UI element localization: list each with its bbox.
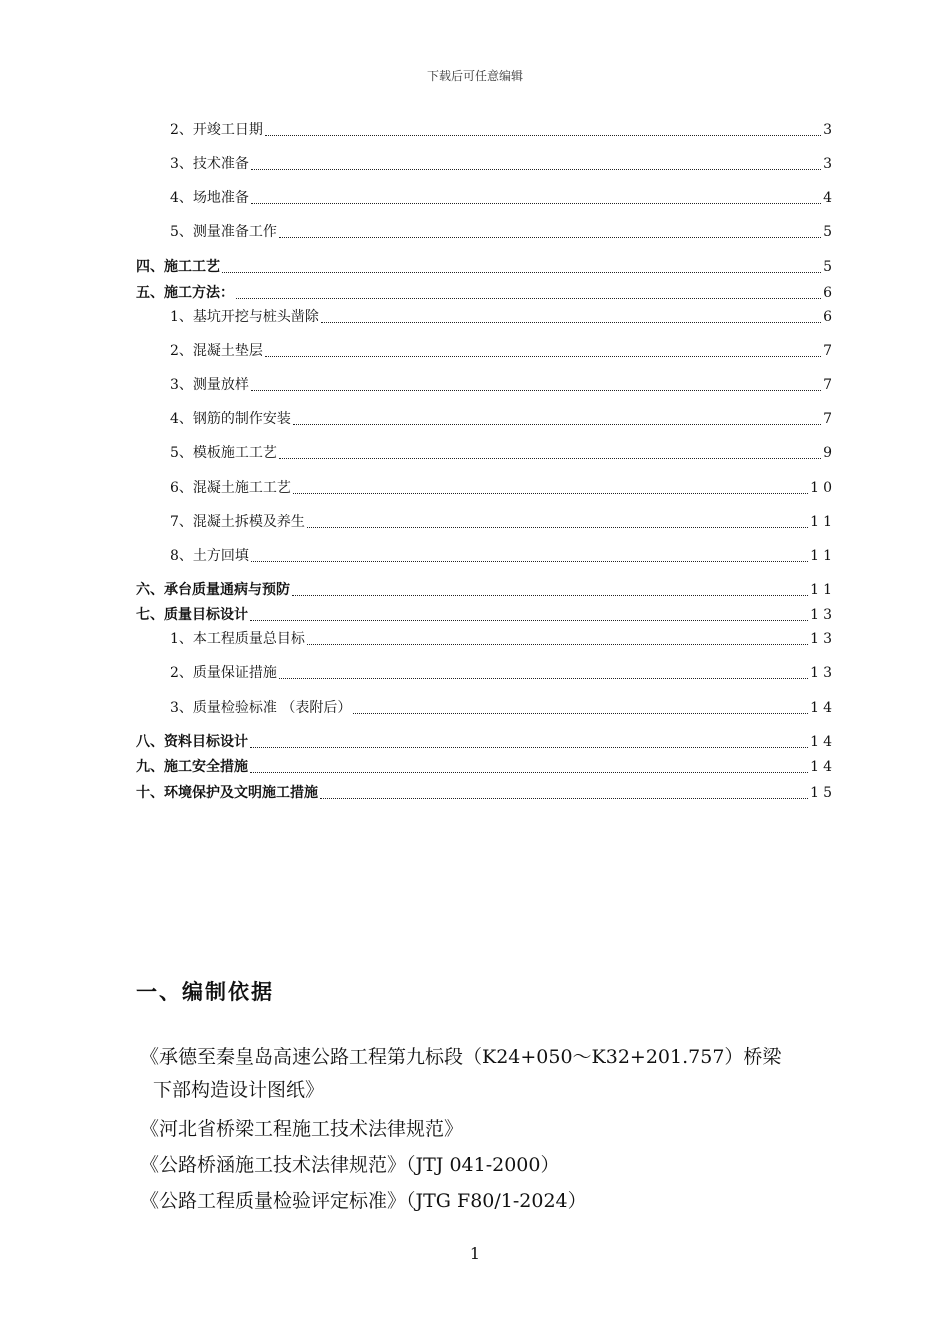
toc-entry-title: 九、施工安全措施 <box>136 759 248 775</box>
reference-line: 下部构造设计图纸》 <box>153 1079 325 1101</box>
toc-entry-page: 11 <box>810 514 836 530</box>
toc-leader-dots <box>279 236 821 238</box>
toc-entry-title: 1、本工程质量总目标 <box>170 631 305 647</box>
toc-entry[interactable] <box>136 758 836 776</box>
toc-entry-title: 7、混凝土拆模及养生 <box>170 514 305 530</box>
toc-leader-dots <box>250 746 808 748</box>
toc-entry[interactable] <box>136 733 836 751</box>
toc-entry[interactable] <box>136 479 836 497</box>
toc-entry-title: 8、土方回填 <box>170 548 249 564</box>
toc-leader-dots <box>292 594 808 596</box>
toc-entry-page: 7 <box>823 411 836 427</box>
toc-entry[interactable] <box>136 547 836 565</box>
toc-entry-title: 2、开竣工日期 <box>170 122 263 138</box>
toc-entry[interactable] <box>136 630 836 648</box>
toc-entry-page: 7 <box>823 377 836 393</box>
toc-entry-page: 6 <box>823 309 836 325</box>
toc-entry[interactable] <box>136 121 836 139</box>
toc-entry-title: 3、测量放样 <box>170 377 249 393</box>
toc-entry[interactable] <box>136 606 836 624</box>
toc-entry[interactable] <box>136 664 836 682</box>
toc-entry-page: 7 <box>823 343 836 359</box>
toc-entry-page: 14 <box>810 734 836 750</box>
page-number: 1 <box>469 1244 481 1263</box>
toc-entry-title: 2、质量保证措施 <box>170 665 277 681</box>
toc-entry-title: 6、混凝土施工工艺 <box>170 480 291 496</box>
toc-entry[interactable] <box>136 581 836 599</box>
toc-entry-page: 3 <box>823 122 836 138</box>
toc-entry-page: 10 <box>810 480 836 496</box>
toc-entry[interactable] <box>136 258 836 276</box>
toc-entry-page: 5 <box>823 259 836 275</box>
reference-line: 《公路工程质量检验评定标准》（JTG F80/1-2024） <box>140 1190 587 1212</box>
toc-entry-title: 1、基坑开挖与桩头凿除 <box>170 309 319 325</box>
toc-entry-page: 14 <box>810 759 836 775</box>
toc-entry-page: 15 <box>810 785 836 801</box>
toc-entry-page: 11 <box>810 582 836 598</box>
toc-leader-dots <box>279 457 821 459</box>
toc-leader-dots <box>265 134 821 136</box>
toc-entry[interactable] <box>136 513 836 531</box>
toc-leader-dots <box>293 423 821 425</box>
toc-entry-title: 4、钢筋的制作安装 <box>170 411 291 427</box>
toc-leader-dots <box>353 712 808 714</box>
toc-entry[interactable] <box>136 376 836 394</box>
toc-leader-dots <box>321 321 821 323</box>
toc-entry-title: 十、环境保护及文明施工措施 <box>136 785 318 801</box>
reference-line: 《河北省桥梁工程施工技术法律规范》 <box>140 1118 464 1140</box>
toc-entry-page: 5 <box>823 224 836 240</box>
toc-leader-dots <box>307 526 808 528</box>
toc-entry-page: 13 <box>810 631 836 647</box>
toc-leader-dots <box>236 297 821 299</box>
toc-entry[interactable] <box>136 223 836 241</box>
toc-leader-dots <box>251 168 821 170</box>
toc-entry-page: 4 <box>823 190 836 206</box>
toc-entry[interactable] <box>136 189 836 207</box>
toc-entry-page: 3 <box>823 156 836 172</box>
toc-entry[interactable] <box>136 444 836 462</box>
toc-leader-dots <box>265 355 821 357</box>
toc-entry-title: 六、承台质量通病与预防 <box>136 582 290 598</box>
toc-leader-dots <box>251 560 808 562</box>
toc-entry[interactable] <box>136 699 836 717</box>
toc-entry-title: 5、测量准备工作 <box>170 224 277 240</box>
toc-entry-page: 11 <box>810 548 836 564</box>
toc-entry-title: 3、质量检验标准 （表附后） <box>170 700 352 716</box>
toc-entry[interactable] <box>136 308 836 326</box>
section-title: 一、编制依据 <box>136 980 274 1004</box>
toc-leader-dots <box>250 619 808 621</box>
toc-leader-dots <box>250 771 808 773</box>
toc-entry-page: 6 <box>823 285 836 301</box>
toc-entry-title: 五、施工方法： <box>136 285 234 301</box>
toc-entry-title: 4、场地准备 <box>170 190 249 206</box>
toc-leader-dots <box>251 389 821 391</box>
toc-leader-dots <box>320 797 808 799</box>
toc-entry-page: 14 <box>810 700 836 716</box>
toc-entry-title: 八、资料目标设计 <box>136 734 248 750</box>
toc-entry[interactable] <box>136 284 836 302</box>
toc-entry-page: 13 <box>810 665 836 681</box>
toc-leader-dots <box>251 202 821 204</box>
toc-entry-title: 5、模板施工工艺 <box>170 445 277 461</box>
toc-leader-dots <box>222 271 821 273</box>
toc-entry[interactable] <box>136 342 836 360</box>
toc-leader-dots <box>307 643 808 645</box>
page-header: 下载后可任意编辑 <box>426 69 523 83</box>
toc-entry-title: 3、技术准备 <box>170 156 249 172</box>
toc-leader-dots <box>279 677 808 679</box>
toc-entry-page: 13 <box>810 607 836 623</box>
toc-entry[interactable] <box>136 155 836 173</box>
reference-line: 《公路桥涵施工技术法律规范》（JTJ 041-2000） <box>140 1154 560 1176</box>
toc-entry-title: 七、质量目标设计 <box>136 607 248 623</box>
toc-entry-page: 9 <box>823 445 836 461</box>
reference-line: 《承德至秦皇岛高速公路工程第九标段（K24+050～K32+201.757）桥梁 <box>140 1046 782 1068</box>
toc-entry-title: 四、施工工艺 <box>136 259 220 275</box>
toc-entry[interactable] <box>136 410 836 428</box>
toc-entry[interactable] <box>136 784 836 802</box>
toc-entry-title: 2、混凝土垫层 <box>170 343 263 359</box>
toc-leader-dots <box>293 492 808 494</box>
